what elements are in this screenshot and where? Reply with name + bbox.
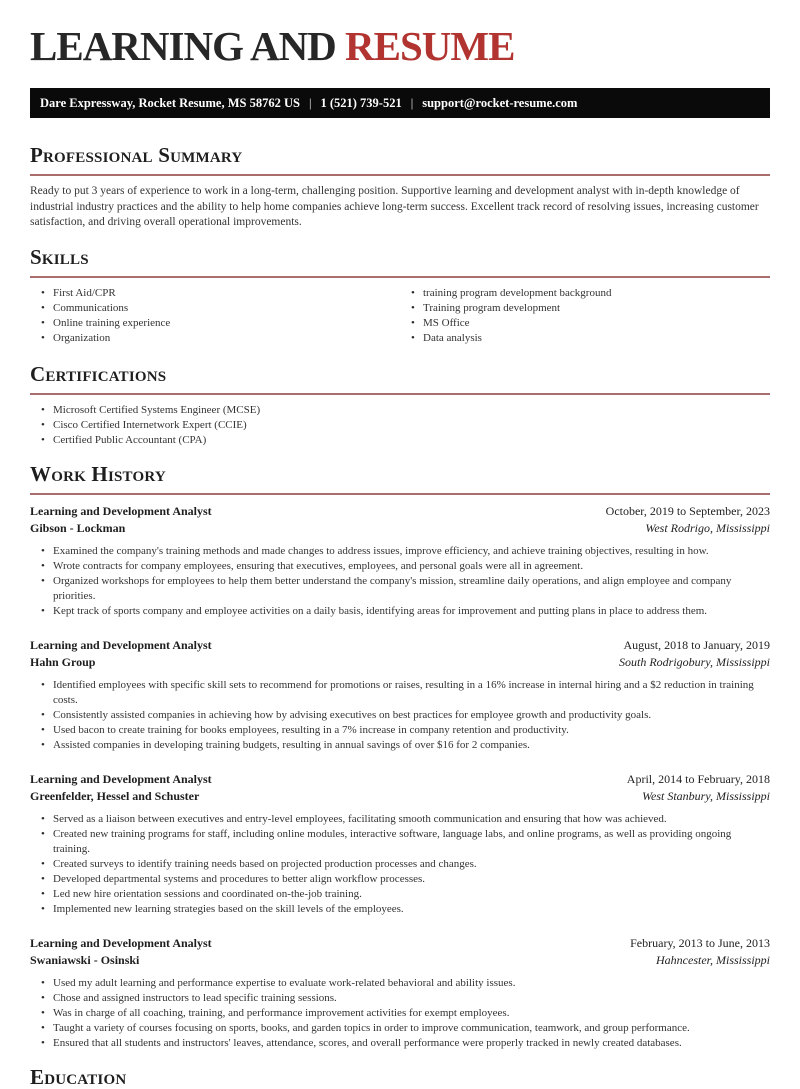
job-title: Learning and Development Analyst (30, 637, 212, 652)
job-location: West Rodrigo, Mississippi (645, 520, 770, 535)
job-bullet: • Used my adult learning and performance expertise to evaluate work-related behavioral and ability issues. (30, 976, 770, 991)
job-company-row (30, 520, 770, 537)
job-dates: October, 2019 to September, 2023 (605, 503, 770, 518)
skill-item: • Communications (30, 301, 400, 316)
job-company: Gibson - Lockman (30, 520, 126, 535)
job-bullet: • Created surveys to identify training needs based on projected production processes and changes. (30, 857, 770, 872)
skill-item: • Online training experience (30, 316, 400, 331)
certification-item: • Cisco Certified Internetwork Expert (CCIE) (30, 418, 770, 433)
job-bullet: • Organized workshops for employees to help them better understand the company's mission, streamline daily operations, and align employee and company priorities. (30, 574, 770, 604)
job-company-row (30, 952, 770, 969)
job-bullet: • Wrote contracts for company employees, ensuring that executives, employees, and personal goals were all in agreement. (30, 559, 770, 574)
job-entry (30, 771, 770, 917)
job-bullet-list (30, 812, 770, 917)
section-skills (30, 246, 770, 346)
skills-list-left (30, 286, 400, 346)
section-rule (30, 174, 770, 176)
certification-item: • Microsoft Certified Systems Engineer (MCSE) (30, 403, 770, 418)
certifications-list (30, 403, 770, 448)
section-rule (30, 393, 770, 395)
section-certifications (30, 363, 770, 448)
job-title-row (30, 771, 770, 788)
document-title (30, 24, 770, 68)
job-bullet: • Consistently assisted companies in achieving how by advising executives on best practices for employee growth and productivity goals. (30, 708, 770, 723)
section-heading-skills: Skills (30, 244, 89, 269)
job-title-row (30, 637, 770, 654)
section-heading-certifications: Certifications (30, 361, 167, 386)
job-title: Learning and Development Analyst (30, 935, 212, 950)
job-location: Hahncester, Mississippi (656, 952, 770, 967)
summary-paragraph: Ready to put 3 years of experience to work in a long-term, challenging position. Supportive learning and development analyst with in-depth knowledge of industrial industry practices and the ability to help home companies achieve long-term success. Excellent track record of resolving issues, increasing customer satisfaction, and driving overall operational improvements. (30, 185, 759, 228)
job-bullet: • Developed departmental systems and procedures to better align workflow processes. (30, 872, 770, 887)
job-bullet: • Created new training programs for staff, including online modules, interactive software, language labs, and online programs, as well as providing ongoing training. (30, 827, 770, 857)
skill-item: • MS Office (400, 316, 770, 331)
job-bullet: • Implemented new learning strategies based on the skill levels of the employees. (30, 902, 770, 917)
job-location: South Rodrigobury, Mississippi (618, 654, 770, 669)
job-bullet: • Chose and assigned instructors to lead specific training sessions. (30, 991, 770, 1006)
job-bullet-list (30, 976, 770, 1051)
document-title-primary: LEARNING AND (30, 23, 346, 69)
job-company-row (30, 788, 770, 805)
job-location: West Stanbury, Mississippi (642, 788, 770, 803)
section-heading-work-history: Work History (30, 461, 166, 486)
job-company: Hahn Group (30, 654, 96, 669)
job-company: Swaniawski - Osinski (30, 952, 140, 967)
certification-item: • Certified Public Accountant (CPA) (30, 433, 770, 448)
contact-email: support@rocket-resume.com (422, 96, 578, 110)
job-bullet: • Identified employees with specific skill sets to recommend for promotions or raises, resulting in a 16% increase in internal hiring and a $2 reduction in training costs. (30, 678, 770, 708)
job-bullet: • Used bacon to create training for books employees, resulting in a 7% increase in company retention and productivity. (30, 723, 770, 738)
job-dates: February, 2013 to June, 2013 (630, 935, 770, 950)
job-bullet-list (30, 678, 770, 753)
job-bullet: • Ensured that all students and instructors' leaves, attendance, scores, and overall performance were properly tracked in newly created databases. (30, 1036, 770, 1051)
skill-item: • Data analysis (400, 331, 770, 346)
section-heading-professional-summary: Professional Summary (30, 143, 243, 167)
section-education (30, 1066, 770, 1088)
skills-list-right (400, 286, 770, 346)
contact-bar (30, 88, 770, 118)
contact-separator: | (410, 96, 414, 110)
section-heading-education: Education (30, 1064, 127, 1089)
skill-item: • training program development background (400, 286, 770, 301)
job-company: Greenfelder, Hessel and Schuster (30, 788, 200, 803)
skills-columns (30, 278, 770, 346)
contact-address: Dare Expressway, Rocket Resume, MS 58762 US (40, 96, 300, 110)
job-bullet: • Examined the company's training methods and made changes to address issues, improve efficiency, and achieve training objectives, resulting in how. (30, 544, 770, 559)
section-professional-summary (30, 144, 770, 231)
job-bullet-list (30, 544, 770, 619)
skill-item: • Training program development (400, 301, 770, 316)
job-bullet: • Assisted companies in developing training budgets, resulting in annual savings of over $16 for 2 companies. (30, 738, 770, 753)
section-rule (30, 493, 770, 495)
job-title-row (30, 503, 770, 520)
job-dates: April, 2014 to February, 2018 (626, 771, 770, 786)
job-bullet: • Was in charge of all coaching, training, and performance improvement activities for exempt employees. (30, 1006, 770, 1021)
job-entry (30, 935, 770, 1051)
contact-phone: 1 (521) 739-521 (320, 96, 402, 110)
job-entry (30, 637, 770, 753)
job-bullet: • Served as a liaison between executives and entry-level employees, facilitating smooth communication and ensuring that how was achieved. (30, 812, 770, 827)
contact-separator: | (308, 96, 312, 110)
job-title-row (30, 935, 770, 952)
job-dates: August, 2018 to January, 2019 (623, 637, 770, 652)
job-bullet: • Taught a variety of courses focusing on sports, books, and garden topics in order to improve communication, teamwork, and group performance. (30, 1021, 770, 1036)
document-title-accent: RESUME (345, 23, 515, 69)
job-entry (30, 503, 770, 619)
job-title: Learning and Development Analyst (30, 503, 212, 518)
job-company-row (30, 654, 770, 671)
skill-item: • First Aid/CPR (30, 286, 400, 301)
job-title: Learning and Development Analyst (30, 771, 212, 786)
section-work-history (30, 463, 770, 1051)
job-bullet: • Kept track of sports company and employee activities on a daily basis, identifying areas for improvement and putting plans in place to address them. (30, 604, 770, 619)
skill-item: • Organization (30, 331, 400, 346)
job-bullet: • Led new hire orientation sessions and coordinated on-the-job training. (30, 887, 770, 902)
